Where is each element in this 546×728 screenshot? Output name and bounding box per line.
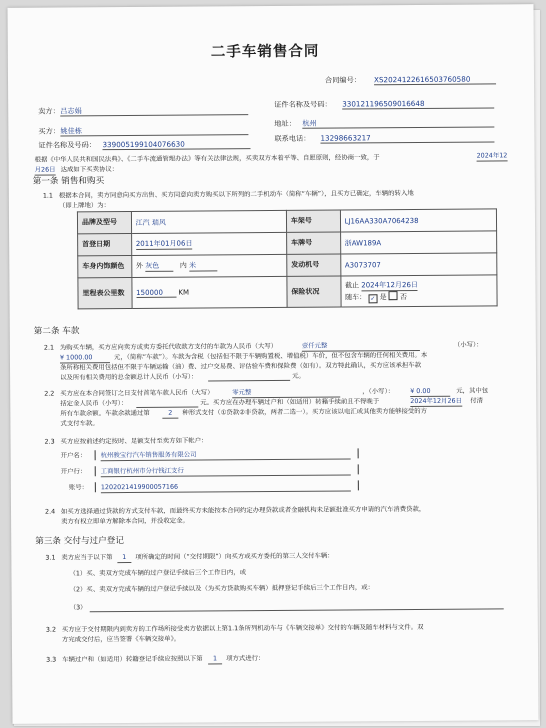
brand-label: 品牌及型号 [77, 211, 131, 233]
p21-f: 元。 [292, 371, 305, 380]
exterior-value: 灰色 [145, 261, 173, 272]
p21-d: 条所称相关费用包括但不限于车辆运输（油）费、过户交易费、评估验车费和保险费（如有）。双方特此确认，买方应该承担车款 [59, 360, 422, 372]
insurance-label: 保险状况 [287, 276, 341, 307]
p11-line2: （即上牌地）为： [58, 201, 111, 210]
contract-page [8, 4, 539, 724]
bank-label: 开户行： [60, 467, 87, 476]
yes-label: 是 [379, 292, 387, 301]
p22-f: 付清 [470, 396, 484, 405]
p22-h: 种形式支付（①贷款②非贷款，两者二选一）。买方应该以电汇或其他卖方能够接受的方 [182, 406, 428, 417]
p21-b: （小写）： [453, 340, 483, 349]
p33-no: 1 [208, 654, 222, 664]
vehicle-info-table [77, 208, 498, 309]
p22-first-cn: 零元整 [232, 388, 340, 399]
p21-num: 2.1 [43, 343, 55, 352]
p31-opt3: （3） [69, 603, 87, 612]
p22-num: 2.2 [44, 389, 55, 398]
p22-a: 买方应在本合同签订之日支付首笔车款人民币（大写） [60, 388, 214, 398]
reg-date-value [131, 232, 286, 255]
document-title: 二手车销售合同 [210, 43, 320, 61]
p33-a: 车辆过户和（如适用）转籍登记手续应按照以下第 [62, 654, 203, 664]
p11-num: 1.1 [42, 191, 54, 200]
acct-name-value: 杭州骏宝行汽车销售服务有限公司 [101, 449, 351, 461]
buyer-name: 姚佳栋 [60, 125, 248, 136]
buyer-id-label: 证件名称及号码： [38, 140, 97, 150]
vin-value: LJ16AA330A7064238 [340, 209, 497, 232]
p32-b: 方完成交付后，应当签署《车辆交接单》。 [61, 634, 181, 644]
bank-value: 工商银行杭州市分行钱江支行 [101, 465, 351, 477]
contract-no-label: 合同编号： [324, 75, 362, 85]
color-value [131, 254, 286, 277]
p31-b: 项所确定的时间（“交付期限”）向买方或买方委托的第三人交付车辆： [135, 551, 334, 561]
yes-checkbox[interactable]: ✓ [370, 294, 376, 302]
insurance-value [340, 275, 497, 307]
engine-value: A3073707 [340, 253, 497, 276]
p22-b: ，（小写）： [362, 387, 395, 396]
p32-a: 买方应于交付期限内到卖方的工作场所接受卖方依据以上第1.1条所列机动车与《车辆交接单》交付的车辆及随车材料与文件。双 [61, 622, 424, 634]
contract-no-value: XS2024122616503760580 [374, 74, 496, 85]
table-row [78, 253, 497, 278]
p32-num: 3.2 [45, 625, 57, 634]
article2-heading: 第二条 车款 [33, 326, 80, 337]
no-label: 否 [400, 292, 408, 301]
p23-num: 2.3 [44, 437, 55, 446]
plate-label: 车牌号 [286, 232, 340, 254]
p24-num: 2.4 [44, 507, 56, 516]
acct-no-value: 1202021419900057166 [101, 481, 351, 493]
p21-a: 为购买车辆，买方应向卖方或卖方委托代收款方支付的车款为人民币（大写） [59, 341, 278, 352]
table-row [78, 275, 497, 309]
p22-first: ¥ 0.00 [410, 387, 450, 397]
p22-i: 式支付车款。 [60, 419, 99, 428]
p21-c: 元，（简称“车款”）。车款为含税（包括但不限于车辆购置税、增值税）车价，但不包含车辆的任何相关费用。本 [113, 350, 428, 362]
p22-e: 元。买方应在办理车辆过户和（如适用）转籍手续前且不得晚于 [200, 397, 380, 407]
p22-c: 元，其中包 [456, 386, 489, 395]
insurance-until-value: 2024年12月26日 [361, 280, 418, 289]
buyer-label: 买方： [38, 126, 60, 136]
seller-id-value: 330121196509016648 [342, 98, 494, 109]
intro-date-part2: 月26日 [34, 165, 56, 174]
table-row [77, 209, 496, 234]
p21-total-blank [208, 380, 290, 382]
p22-method-no: 2 [162, 409, 178, 419]
with-car-label: 随车： [345, 292, 367, 301]
phone-value: 13298663217 [320, 132, 494, 143]
table-row [78, 231, 497, 256]
p22-g: 所有车款余额。车款余款通过第 [60, 408, 150, 418]
article1-heading: 第一条 销售和购买 [32, 176, 105, 187]
p24-b: 卖方有权立即单方解除本合同，并没收定金。 [61, 516, 189, 526]
p21-amount: ¥ 1000.00 [60, 353, 110, 363]
p31-opt1: （1）买、卖双方完成车辆的过户登记手续后三个工作日内，或 [69, 568, 247, 578]
reg-date-text: 2011年01月06日 [135, 239, 193, 248]
insurance-until-label: 截止 [344, 280, 360, 289]
exterior-label: 外 [135, 261, 143, 270]
buyer-id-value: 339005199104076630 [102, 139, 250, 150]
p21-e: 以及所有相关费用的总金额总计人民币（小写）： [60, 372, 198, 382]
p22-d: 括定金人民币（小写）： [60, 399, 128, 408]
seller-name: 吕志娟 [60, 105, 248, 116]
intro-date-part1: 2024年12 [476, 151, 508, 160]
reg-date-label: 首登日期 [78, 233, 132, 255]
p31-num: 3.1 [45, 553, 56, 562]
mileage-number: 150000 [136, 288, 176, 297]
p23-a: 买方应按前述约定按时、足额支付至卖方如下帐户： [60, 436, 208, 446]
no-checkbox[interactable] [389, 291, 398, 300]
mileage-unit: KM [178, 288, 190, 297]
p11-line1: 根据本合同，卖方同意向买方出售、买方同意向卖方购买以下所列的二手机动车（简称“车辆”），且买方已确定，车辆的转入地 [58, 189, 414, 200]
p24-a: 如买方选择通过贷款的方式支付车款，而最终买方未能按本合同约定办理贷款或者金融机构未足额批准买方申请的汽车消费贷款， [60, 504, 426, 516]
interior-value: 米 [189, 260, 217, 271]
p21-amount-cn: 壹仟元整 [302, 341, 420, 352]
intro-line1: 根据《中华人民共和国民法典》、《二手车流通管理办法》等有关法律法规，买卖双方本着平等、自愿原则，经协商一致，于 [34, 153, 380, 164]
mileage-label: 里程表公里数 [78, 277, 132, 308]
intro-line2: 达成如下买卖协议： [60, 165, 119, 174]
address-value: 杭州 [302, 117, 494, 128]
p33-num: 3.3 [46, 655, 57, 664]
p22-deadline: 2024年12月26日 [410, 396, 462, 406]
mileage-value [132, 276, 287, 308]
color-label: 车身内饰颜色 [78, 255, 132, 277]
p31-opt2: （2）买、卖双方完成车辆的过户登记手续以及（为买方贷款购买车辆）抵押登记手续后三个工作日内，或： [69, 583, 375, 594]
brand-value: 江汽 瑞风 [131, 210, 286, 233]
plate-value: 浙AW189A [340, 231, 497, 254]
p31-opt3-blank [90, 608, 504, 612]
acct-no-label: 账号： [68, 483, 89, 492]
p31-no: 1 [117, 553, 131, 563]
vin-label: 车架号 [286, 210, 340, 232]
article3-heading: 第三条 交付与过户登记 [35, 536, 124, 547]
address-label: 地址： [274, 118, 296, 128]
p31-a: 卖方应当于以下第 [61, 553, 113, 562]
engine-label: 发动机号 [287, 254, 341, 276]
p33-b: 项方式进行： [226, 654, 265, 663]
seller-label: 卖方： [38, 106, 60, 116]
interior-label: 内 [179, 261, 187, 270]
acct-name-label: 开户名： [60, 451, 87, 460]
phone-label: 联系电话： [274, 133, 311, 143]
seller-id-label: 证件名称及号码： [274, 99, 332, 109]
